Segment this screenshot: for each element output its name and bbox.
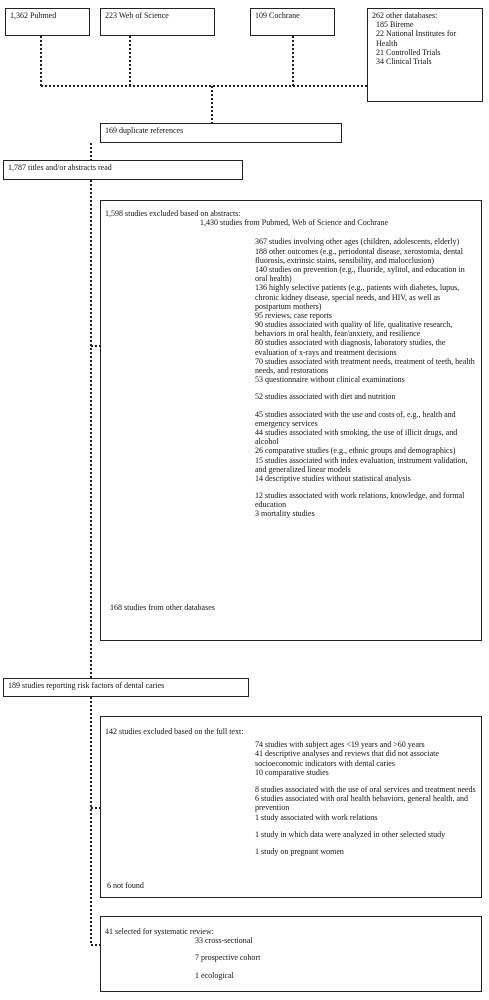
duplicates-text: 169 duplicate references — [105, 126, 184, 135]
exclusion-item: 95 reviews, case reports — [255, 310, 332, 320]
exclusion-item: 12 studies associated with work relations, knowledge, and formal education — [255, 491, 465, 510]
records-read-box — [3, 160, 243, 180]
exclusion-item: 44 studies associated with smoking, the use of illicit drugs, and alcohol — [255, 427, 458, 447]
exclusion-group — [255, 392, 477, 401]
pubmed-count: 1,362 Pubmed — [10, 11, 57, 20]
cochrane-count: 109 Cochrane — [255, 11, 300, 20]
records-read-text: 1,787 titles and/or abstracts read — [8, 163, 112, 172]
exclusion-group — [255, 237, 477, 384]
selected-items — [195, 936, 477, 980]
exclusion-item: 80 studies associated with diagnosis, laboratory studies, the evaluation of x-rays and treatment decisions — [255, 338, 446, 357]
excluded-full-text-box — [100, 716, 482, 898]
exclusion-item: 1 study in which data were analyzed in other selected study — [255, 829, 446, 839]
exclusion-group — [255, 410, 477, 484]
full-text-reasons — [255, 740, 477, 856]
other-db-item: 21 Controlled Trials — [376, 47, 441, 57]
exclusion-item: 26 comparative studies (e.g., ethnic groups and demographics) — [255, 446, 456, 456]
exclusion-item: 8 studies associated with the use of oral services and treatment needs — [255, 784, 476, 794]
selected-item: 7 prospective cohort — [195, 953, 261, 963]
exclusion-item: 1 study associated with work relations — [255, 812, 378, 822]
selected-item: 1 ecological — [195, 970, 234, 980]
exclusion-item: 10 comparative studies — [255, 767, 329, 777]
other-databases-title: 262 other databases: — [372, 11, 438, 20]
exclusion-item: 14 descriptive studies without statistical analysis — [255, 473, 411, 483]
exclusion-item: 41 descriptive analyses and reviews that did not associate socioeconomic indicators with dental caries — [255, 749, 439, 768]
exclusion-group — [255, 740, 477, 777]
exclusion-item: 45 studies associated with the use and costs of, e.g., health and emergency services — [255, 409, 456, 428]
exclusion-item: 90 studies associated with quality of life, qualitative research, behaviors in oral health, fear/anxiety, and resilience — [255, 320, 453, 339]
other-db-item: 185 Bireme — [376, 20, 414, 30]
exclusion-item: 15 studies associated with index evaluation, instrument validation, and generalized linear models — [255, 455, 468, 474]
exclusion-item: 3 mortality studies — [255, 509, 315, 519]
not-found-text: 6 not found — [107, 881, 144, 890]
exclusion-item: 188 other outcomes (e.g., periodontal disease, xerostomia, dental fluorosis, extrinsic stains, sensibility, and malocclusion) — [255, 246, 463, 265]
other-db-item: 34 Clinical Trials — [376, 56, 432, 66]
risk-factors-text: 189 studies reporting risk factors of dental caries — [8, 681, 165, 690]
other-databases-excluded: 168 studies from other databases — [110, 603, 215, 612]
exclusion-group — [255, 491, 477, 519]
exclusion-group — [255, 847, 477, 856]
selected-item: 33 cross-sectional — [195, 936, 253, 946]
other-db-item: 22 National Institutes for Health — [376, 29, 457, 48]
wos-count: 223 Web of Science — [105, 11, 169, 20]
exclusion-group — [255, 785, 477, 822]
excluded-abstracts-subtitle: 1,430 studies from Pubmed, Web of Science and Cochrane — [200, 218, 389, 228]
selected-studies-box — [100, 916, 482, 992]
excluded-abstracts-title: 1,598 studies excluded based on abstracts: — [105, 209, 241, 218]
web-of-science-box — [100, 8, 215, 36]
exclusion-group — [255, 830, 477, 839]
exclusion-item: 1 study on pregnant women — [255, 846, 344, 856]
exclusion-item: 74 studies with subject ages <19 years and >60 years — [255, 740, 425, 750]
cochrane-box — [250, 8, 335, 36]
exclusion-item: 52 studies associated with diet and nutrition — [255, 392, 396, 402]
exclusion-item: 367 studies involving other ages (children, adolescents, elderly) — [255, 237, 460, 247]
exclusion-item: 53 questionnaire without clinical examinations — [255, 375, 405, 385]
other-databases-box — [367, 8, 483, 102]
pubmed-box — [5, 8, 90, 36]
excluded-abstracts-box — [100, 200, 482, 641]
exclusion-reasons — [255, 237, 477, 518]
exclusion-item: 136 highly selective patients (e.g., patients with diabetes, lupus, chronic kidney disease, special needs, and HIV, as well as postpartum mothers) — [255, 283, 460, 311]
exclusion-item: 140 studies on prevention (e.g., fluoride, xylitol, and education in oral health) — [255, 264, 465, 284]
exclusion-item: 70 studies associated with treatment needs, treatment of teeth, health needs, and restorations — [255, 356, 475, 375]
excluded-full-text-title: 142 studies excluded based on the full text: — [105, 727, 244, 736]
exclusion-item: 6 studies associated with oral health behaviors, general health, and prevention — [255, 794, 469, 813]
risk-factors-box — [3, 678, 249, 697]
selected-title: 41 selected for systematic review: — [105, 927, 214, 936]
duplicates-box — [100, 123, 342, 143]
